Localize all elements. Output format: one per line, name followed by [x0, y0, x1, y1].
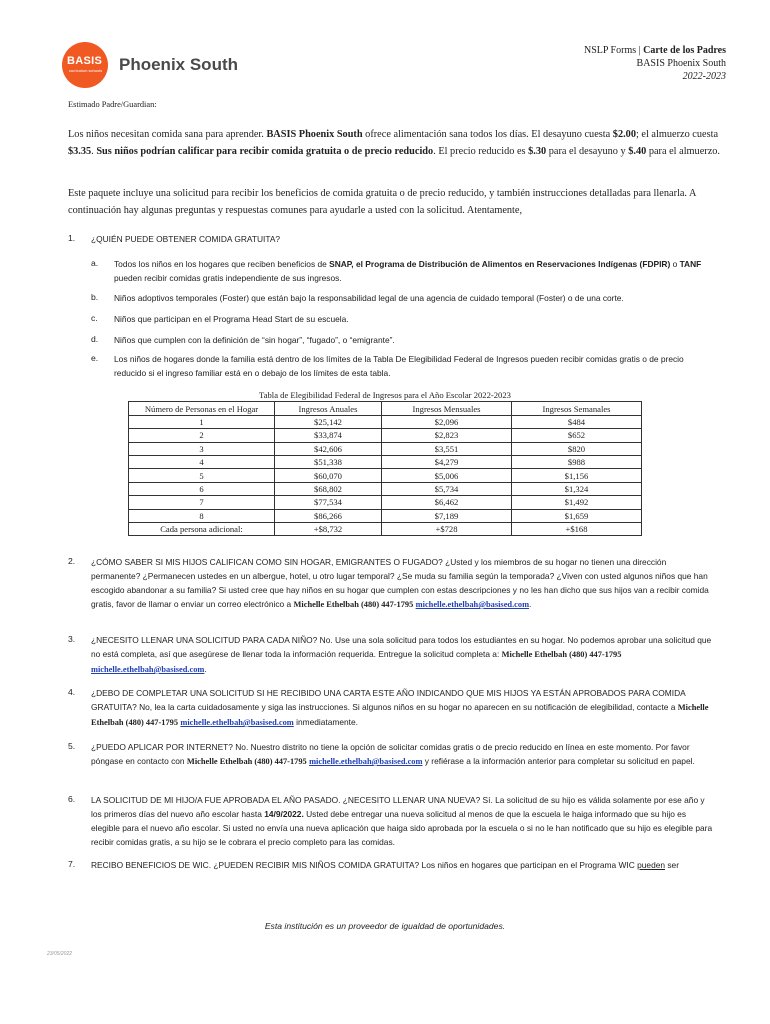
logo-tagline: curriculum schools [69, 68, 103, 73]
table-cell: $652 [512, 429, 642, 442]
email-link[interactable]: michelle.ethelbah@basised.com [91, 665, 205, 674]
table-cell: $2,823 [382, 429, 512, 442]
table-cell: $3,551 [382, 442, 512, 455]
table-row [129, 429, 642, 442]
email-link[interactable]: michelle.ethelbah@basised.com [180, 718, 294, 727]
table-cell: $25,142 [275, 415, 382, 428]
table-cell: $77,534 [275, 496, 382, 509]
table-cell: $60,070 [275, 469, 382, 482]
table-cell: $5,734 [382, 482, 512, 495]
table-cell: $1,659 [512, 509, 642, 522]
question-1-title: ¿QUIÉN PUEDE OBTENER COMIDA GRATUITA? [91, 234, 281, 244]
item-letter: b. [91, 292, 99, 302]
item-a-text: Todos los niños en los hogares que reciben beneficios de SNAP, el Programa de Distribución de Alimentos en Reservaciones Indígenas (FDPIR) o TANF pueden recibir comidas gratis independiente de sus ingresos. [114, 259, 702, 283]
question-6-text: LA SOLICITUD DE MI HIJO/A FUE APROBADA EL AÑO PASADO. ¿NECESITO LLENAR UNA NUEVA? Sí. La solicitud de su hijo es válida solamente por ese año y los primeros días del nuevo año escolar hasta 14/9/2022. Usted debe entregar una nueva solicitud al menos de que la escuela le haiga informado que su hijo es elegible para el nuevo año escolar. Si usted no envía una nueva aplicación que haiga sido aprobada por la escuela o si no le han notificado que su hijo es elegible para recibir comidas gratis, a su hijo se le cobrara el precio completo para las comidas. [91, 795, 713, 847]
school-line: BASIS Phoenix South [636, 58, 726, 69]
table-cell: 5 [129, 469, 275, 482]
item-letter: a. [91, 258, 99, 268]
equal-opportunity-footer: Esta institución es un proveedor de igualdad de oportunidades. [264, 921, 506, 931]
question-7-text: RECIBO BENEFICIOS DE WIC. ¿PUEDEN RECIBIR MIS NIÑOS COMIDA GRATUITA? Los niños en hogares que participan en el Programa WIC pueden ser [91, 860, 680, 870]
table-caption: Tabla de Elegibilidad Federal de Ingresos para el Año Escolar 2022-2023 [259, 390, 511, 401]
item-letter: c. [91, 313, 98, 323]
table-cell: $6,462 [382, 496, 512, 509]
table-cell: $4,279 [382, 455, 512, 468]
question-number: 7. [68, 859, 76, 869]
table-cell: +$8,732 [275, 522, 382, 535]
table-header: Ingresos Anuales [275, 402, 382, 415]
table-row [129, 469, 642, 482]
table-cell: 2 [129, 429, 275, 442]
table-cell: $820 [512, 442, 642, 455]
question-number: 5. [68, 741, 76, 751]
income-eligibility-table [128, 389, 642, 536]
item-b-text: Niños adoptivos temporales (Foster) que están bajo la responsabilidad legal de una agencia de cuidado temporal (Foster) o de una corte. [114, 293, 624, 303]
table-header: Número de Personas en el Hogar [129, 402, 275, 415]
question-3-text: ¿NECESITO LLENAR UNA SOLICITUD PARA CADA NIÑO? No. Use una sola solicitud para todos los estudiantes en su hogar. No podemos aprobar una solicitud que no está completa, así que asegúrese de llenar toda la información requerida. Entregue la solicitud completa a: Michelle Ethelbah (480) 447-1795 michelle.ethelbah@basised.com. [91, 635, 712, 674]
question-5-text: ¿PUEDO APLICAR POR INTERNET? No. Nuestro distrito no tiene la opción de solicitar comidas gratis o de precio reducido en línea en este momento. Por favor póngase en contacto con Michelle Ethelbah (480) 447-1795 michelle.ethelbah@basised.com y refiérase a la información anterior para completar su solicitud en papel. [91, 742, 695, 766]
table-cell: 3 [129, 442, 275, 455]
table-cell: $42,606 [275, 442, 382, 455]
table-row [129, 455, 642, 468]
question-number: 3. [68, 634, 76, 644]
table-header: Ingresos Mensuales [382, 402, 512, 415]
table-cell: $1,156 [512, 469, 642, 482]
question-4-text: ¿DEBO DE COMPLETAR UNA SOLICITUD SI HE RECIBIDO UNA CARTA ESTE AÑO INDICANDO QUE MIS HIJOS YA ESTÁN APROBADOS PARA COMIDA GRATUITA? No, lea la carta cuidadosamente y siga las instrucciones. Si algunos niños en su hogar no aparecen en su notificación de elegibilidad, contacte a Michelle Ethelbah (480) 447-1795 michelle.ethelbah@basised.com inmediatamente. [91, 688, 709, 727]
question-number: 1. [68, 233, 76, 243]
table-cell: $1,492 [512, 496, 642, 509]
table-cell: +$728 [382, 522, 512, 535]
table-cell: 1 [129, 415, 275, 428]
question-number: 6. [68, 794, 76, 804]
table-cell: $2,096 [382, 415, 512, 428]
school-year: 2022-2023 [682, 71, 726, 82]
table-cell: 7 [129, 496, 275, 509]
logo-brand-text: BASIS [67, 55, 103, 67]
table-cell: $7,189 [382, 509, 512, 522]
date-stamp: 23/05/2022 [47, 951, 73, 957]
table-row [129, 522, 642, 535]
item-e-text: Los niños de hogares donde la familia está dentro de los límites de la Tabla De Elegibilidad Federal de Ingresos pueden recibir comidas gratis o de precio reducido si el ingreso familiar está en o debajo de los límites de esta tabla. [114, 354, 684, 378]
table-cell: 4 [129, 455, 275, 468]
question-number: 4. [68, 687, 76, 697]
email-link[interactable]: michelle.ethelbah@basised.com [309, 757, 423, 766]
table-cell: Cada persona adicional: [129, 522, 275, 535]
question-2-text: ¿CÓMO SABER SI MIS HIJOS CALIFICAN COMO SIN HOGAR, EMIGRANTES O FUGADO? ¿Usted y los miembros de su hogar no tienen una dirección permanente? ¿Permanecen ustedes en un albergue, hotel, u otro lugar temporal? ¿Se muda su familia según la temporada? ¿Viven con usted algunos niños que han escogido abandonar a su familia? Si usted cree que hay niños en su hogar que cumplen con estas descripciones y no les han dicho que sus hijos van a recibir comida gratis, favor de llamar o enviar un correo electrónico a Michelle Ethelbah (480) 447-1795 michelle.ethelbah@basised.com. [91, 557, 709, 609]
salutation: Estimado Padre/Guardian: [68, 100, 157, 109]
intro-paragraph-1: Los niños necesitan comida sana para aprender. BASIS Phoenix South ofrece alimentación sana todos los días. El desayuno cuesta $2.00; el almuerzo cuesta $3.35. Sus niños podrían calificar para recibir comida gratuita o de precio reducido. El precio reducido es $.30 para el desayuno y $.40 para el almuerzo. [68, 129, 721, 157]
item-c-text: Niños que participan en el Programa Head Start de su escuela. [114, 314, 349, 324]
item-letter: e. [91, 353, 99, 363]
question-number: 2. [68, 556, 76, 566]
table-cell: 6 [129, 482, 275, 495]
table-cell: +$168 [512, 522, 642, 535]
table-cell: $1,324 [512, 482, 642, 495]
table-row [129, 415, 642, 428]
table-cell: $68,802 [275, 482, 382, 495]
school-name: Phoenix South [119, 55, 238, 74]
table-row [129, 496, 642, 509]
table-cell: 8 [129, 509, 275, 522]
item-d-text: Niños que cumplen con la definición de “sin hogar”, “fugado”, o “emigrante”. [114, 335, 395, 345]
form-title-line: NSLP Forms | Carte de los Padres [583, 45, 726, 56]
table-cell: $484 [512, 415, 642, 428]
item-letter: d. [91, 334, 99, 344]
table-header-row [129, 402, 642, 415]
table-cell: $51,338 [275, 455, 382, 468]
table-row [129, 482, 642, 495]
table-header: Ingresos Semanales [512, 402, 642, 415]
table-cell: $988 [512, 455, 642, 468]
table-cell: $33,874 [275, 429, 382, 442]
table-cell: $5,006 [382, 469, 512, 482]
table-row [129, 509, 642, 522]
email-link[interactable]: michelle.ethelbah@basised.com [415, 600, 530, 609]
intro-paragraph-2: Este paquete incluye una solicitud para recibir los beneficios de comida gratuita o de precio reducido, y también instrucciones detalladas para llenarla. A continuación hay algunas preguntas y respuestas comunes para ayudarle a usted con la solicitud. Atentamente, [68, 188, 696, 216]
table-cell: $86,266 [275, 509, 382, 522]
table-row [129, 442, 642, 455]
